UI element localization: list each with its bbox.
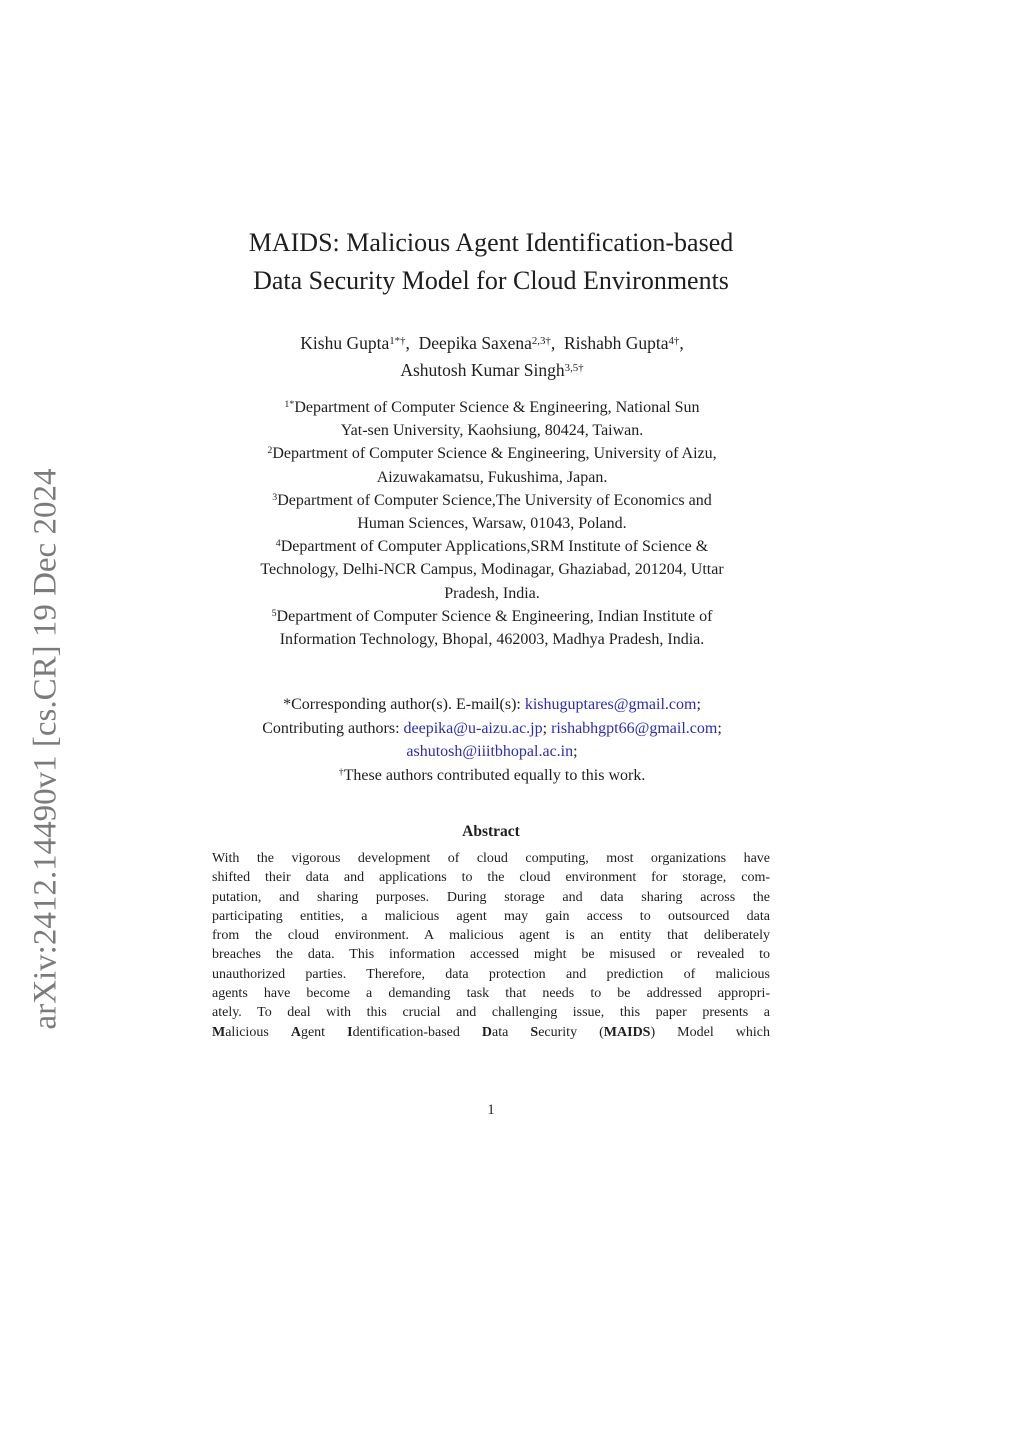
superscript: †	[338, 766, 344, 778]
text-line: participating entities, a malicious agent may gain access to outsourced data	[212, 908, 770, 924]
text-line: $^4$Department of Computer Applications,SRM Institute of Science &	[275, 538, 709, 556]
text-line: Ashutosh Kumar Singh$^{3,5\dagger}$	[400, 360, 584, 380]
text-line: Human Sciences, Warsaw, 01043, Poland.	[357, 515, 627, 533]
text-line: $^2$Department of Computer Science & Engineering, University of Aizu,	[267, 445, 717, 463]
superscript: 1*	[284, 399, 295, 411]
email-link[interactable]: ashutosh@iiitbhopal.ac.in	[406, 743, 574, 760]
text-line: from the cloud environment. A malicious agent is an entity that deliberately	[212, 928, 770, 944]
text-line: †These authors contributed equally to this work.	[338, 766, 646, 784]
correspondence	[177, 693, 807, 787]
paper-title	[112, 224, 870, 300]
text-line: Kishu Gupta$^{1*\dagger}$, Deepika Saxena$^{2,3\dagger}$, Rishabh Gupta$^{4\dagger}$,	[300, 333, 684, 353]
superscript: 4†	[668, 334, 680, 347]
text-line: Pradesh, India.	[444, 584, 540, 602]
text-line: Technology, Delhi-NCR Campus, Modinagar, Ghaziabad, 201204, Uttar	[260, 561, 724, 579]
text-line: putation, and sharing purposes. During storage and data sharing across the	[212, 889, 770, 905]
page-number: 1	[487, 1102, 495, 1118]
superscript: 4	[275, 538, 281, 550]
text-line: *Corresponding author(s). E-mail(s): kishuguptares@gmail.com;	[283, 696, 701, 713]
superscript: 2	[267, 445, 273, 457]
text-line: Contributing authors: deepika@u-aizu.ac.jp; rishabhgpt66@gmail.com;	[262, 719, 722, 737]
text-line: ately. To deal with this crucial and challenging issue, this paper presents a	[212, 1005, 770, 1021]
email-link[interactable]: rishabhgpt66@gmail.com	[551, 719, 718, 737]
superscript: 2,3†	[531, 334, 551, 347]
text-line: ashutosh@iiitbhopal.ac.in;	[406, 743, 578, 760]
email-link[interactable]: deepika@u-aizu.ac.jp	[403, 719, 543, 737]
text-line: $^3$Department of Computer Science,The University of Economics and	[272, 491, 712, 509]
author-list	[182, 330, 802, 384]
text-line: With the vigorous development of cloud computing, most organizations have	[212, 851, 770, 866]
abstract-heading: Abstract	[462, 823, 520, 840]
arxiv-watermark: arXiv:2412.14490v1 [cs.CR] 19 Dec 2024	[27, 468, 64, 1030]
superscript: 1*†	[389, 334, 406, 347]
text-line: Information Technology, Bhopal, 462003, Madhya Pradesh, India.	[279, 631, 705, 649]
text-line: breaches the data. This information accessed might be misused or revealed to	[212, 947, 770, 963]
text-line: Aizuwakamatsu, Fukushima, Japan.	[376, 468, 608, 486]
superscript: 3,5†	[564, 361, 584, 374]
text-line: Malicious Agent Identification-based Data Security (MAIDS) Model which	[212, 1024, 770, 1040]
affiliations	[177, 396, 807, 651]
text-line: Data Security Model for Cloud Environments	[253, 266, 729, 295]
superscript: 3	[272, 491, 278, 503]
text-line: $^5$Department of Computer Science & Engineering, Indian Institute of	[271, 607, 713, 625]
email-link[interactable]: kishuguptares@gmail.com	[524, 696, 697, 713]
text-line: MAIDS: Malicious Agent Identification-based	[248, 228, 734, 257]
abstract-text	[212, 849, 770, 1042]
text-line: Yat-sen University, Kaohsiung, 80424, Taiwan.	[340, 422, 644, 440]
text-line: unauthorized parties. Therefore, data protection and prediction of malicious	[212, 966, 770, 982]
superscript: 5	[271, 607, 277, 619]
text-line: agents have become a demanding task that needs to be addressed appropri-	[212, 986, 770, 1002]
text-line: shifted their data and applications to the cloud environment for storage, com-	[212, 870, 770, 886]
text-line: $^{1*}$Department of Computer Science & Engineering, National Sun	[284, 399, 700, 416]
